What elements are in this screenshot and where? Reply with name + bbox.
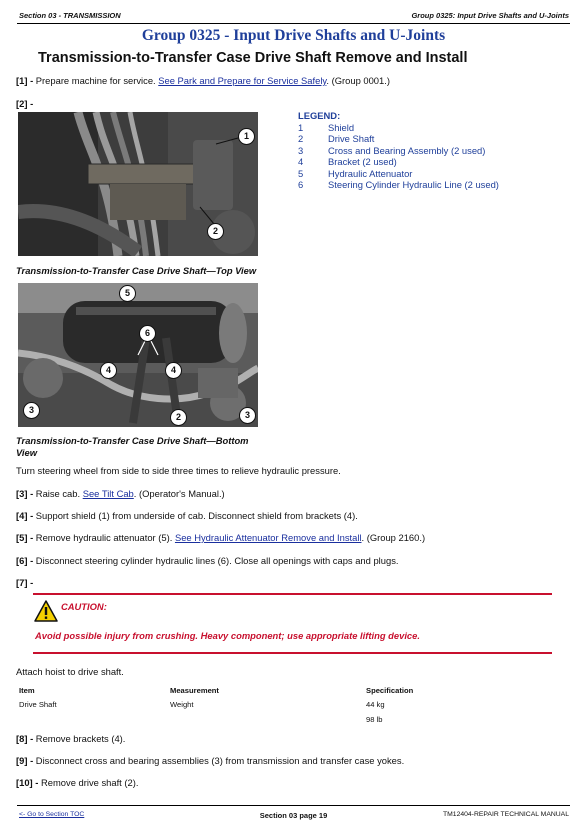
callout-3: 3 xyxy=(23,402,40,419)
step-number: [5] - xyxy=(16,532,34,543)
step-suffix: . (Group 0001.) xyxy=(326,75,390,86)
step-number: [9] - xyxy=(16,755,34,766)
step-2 xyxy=(16,98,33,109)
step-number: [4] - xyxy=(16,510,34,521)
table-header-specification: Specification xyxy=(366,686,414,695)
hoist-note: Attach hoist to drive shaft. xyxy=(16,666,124,677)
step-number: [2] - xyxy=(16,98,34,109)
hydraulic-attenuator-link[interactable]: See Hydraulic Attenuator Remove and Install xyxy=(174,532,362,543)
top-view-photo xyxy=(18,112,258,256)
step-7 xyxy=(16,577,33,588)
callout-2: 2 xyxy=(170,409,187,426)
callout-3: 3 xyxy=(239,407,256,424)
table-cell-spec-metric: 44 kg xyxy=(366,700,385,709)
warning-icon xyxy=(34,599,58,623)
callout-5: 5 xyxy=(119,285,136,302)
table-cell-item: Drive Shaft xyxy=(19,700,57,709)
step-text: Remove hydraulic attenuator (5). xyxy=(35,532,173,543)
step-number: [3] - xyxy=(16,488,34,499)
step-1 xyxy=(16,75,390,86)
step-5 xyxy=(16,532,425,543)
legend-title: LEGEND: xyxy=(298,110,341,121)
step-8 xyxy=(16,733,125,744)
callout-4: 4 xyxy=(165,362,182,379)
park-prepare-link[interactable]: See Park and Prepare for Service Safely xyxy=(158,75,327,86)
caution-top-rule xyxy=(33,593,552,595)
bottom-view-illustration xyxy=(18,283,258,427)
tilt-cab-link[interactable]: See Tilt Cab xyxy=(82,488,134,499)
step-text: Remove drive shaft (2). xyxy=(41,777,139,788)
step-number: [1] - xyxy=(16,75,34,86)
step-9 xyxy=(16,755,404,766)
callout-1: 1 xyxy=(238,128,255,145)
legend xyxy=(298,110,340,121)
step-text: Disconnect cross and bearing assemblies (3) from transmission and transfer case yokes. xyxy=(35,755,405,766)
table-cell-measurement: Weight xyxy=(170,700,194,709)
caution-label: CAUTION: xyxy=(61,601,107,612)
table-header-measurement: Measurement xyxy=(170,686,219,695)
group-title: Group 0325 - Input Drive Shafts and U-Joints xyxy=(141,27,446,44)
step-text: Raise cab. xyxy=(35,488,81,499)
step-number: [10] - xyxy=(16,777,39,788)
step-10 xyxy=(16,777,138,788)
bottom-view-caption-line2: View xyxy=(16,447,38,458)
step-4 xyxy=(16,510,358,521)
step-6 xyxy=(16,555,398,566)
page-number: Section 03 page 19 xyxy=(259,811,328,820)
step-3 xyxy=(16,488,225,499)
step-number: [6] - xyxy=(16,555,34,566)
bottom-view-photo xyxy=(18,283,258,427)
step-number: [8] - xyxy=(16,733,34,744)
page-title: Transmission-to-Transfer Case Drive Shaft Remove and Install xyxy=(38,50,468,66)
callout-6: 6 xyxy=(139,325,156,342)
header-group: Group 0325: Input Drive Shafts and U-Joints xyxy=(411,11,569,20)
section-toc-link[interactable]: <- Go to Section TOC xyxy=(19,811,85,818)
caution-bottom-rule xyxy=(33,652,552,654)
callout-2: 2 xyxy=(207,223,224,240)
turn-steering-note: Turn steering wheel from side to side three times to relieve hydraulic pressure. xyxy=(16,465,341,476)
step-text: Remove brackets (4). xyxy=(35,733,126,744)
manual-id: TM12404-REPAIR TECHNICAL MANUAL xyxy=(442,811,569,818)
step-number: [7] - xyxy=(16,577,34,588)
footer-rule xyxy=(17,805,570,806)
header-rule xyxy=(17,23,570,24)
callout-4: 4 xyxy=(100,362,117,379)
step-suffix: . (Operator's Manual.) xyxy=(133,488,225,499)
step-suffix: . (Group 2160.) xyxy=(361,532,426,543)
bottom-view-caption-line1: Transmission-to-Transfer Case Drive Shaft—Bottom xyxy=(16,435,249,446)
header-section: Section 03 - TRANSMISSION xyxy=(19,11,121,20)
step-text: Support shield (1) from underside of cab. Disconnect shield from brackets (4). xyxy=(35,510,358,521)
table-header-item: Item xyxy=(19,686,35,695)
step-text: Prepare machine for service. xyxy=(35,75,156,86)
step-text: Disconnect steering cylinder hydraulic lines (6). Close all openings with caps and plugs. xyxy=(35,555,399,566)
table-cell-spec-imperial: 98 lb xyxy=(366,715,383,724)
caution-text: Avoid possible injury from crushing. Heavy component; use appropriate lifting device. xyxy=(35,630,420,641)
top-view-caption: Transmission-to-Transfer Case Drive Shaft—Top View xyxy=(16,265,257,276)
legend-items: 1 Shield 2 Drive Shaft 3 Cross and Bearing Assembly (2 used) 4 Bracket (2 used) 5 Hydraulic Attenuator 6 Steering Cylinder Hydraulic Line (2 used) xyxy=(298,122,499,190)
